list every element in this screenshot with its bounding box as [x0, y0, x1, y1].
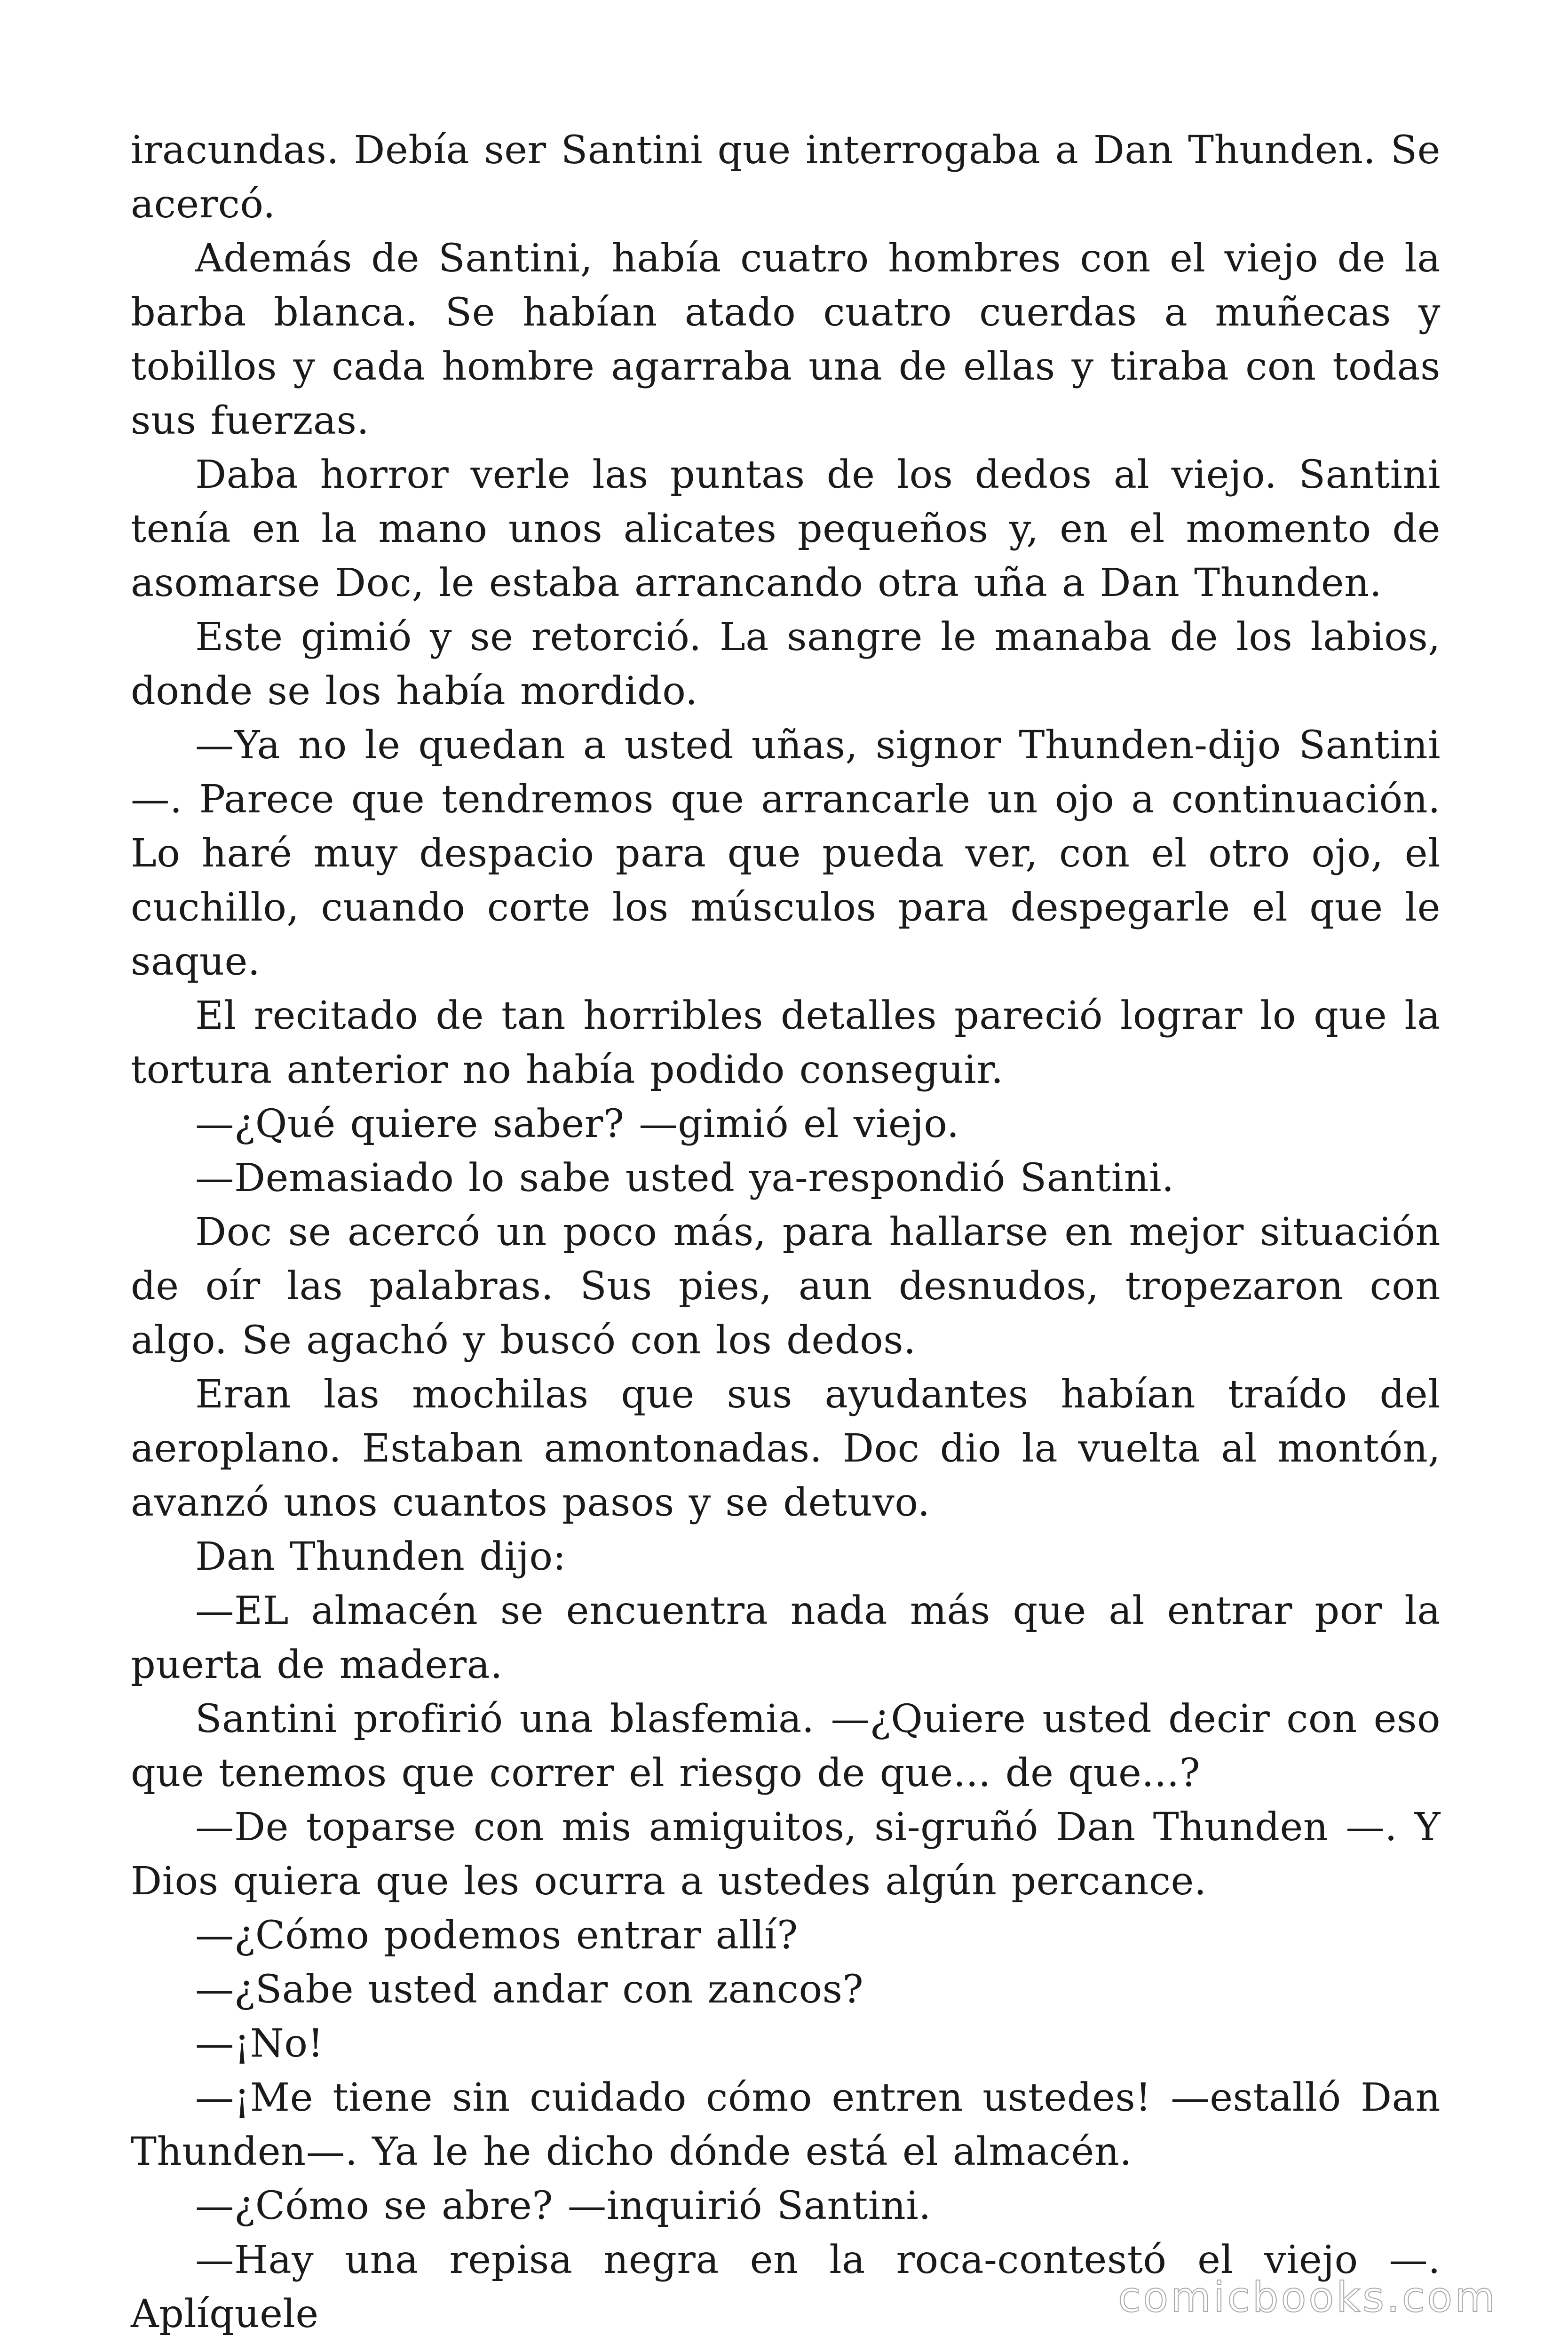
page-text [131, 123, 1441, 2341]
paragraph: —EL almacén se encuentra nada más que al entrar por la puerta de madera. [131, 1588, 1441, 1687]
paragraph: —De toparse con mis amiguitos, si-gruñó Dan Thunden —. Y Dios quiera que les ocurra a ustedes algún percance. [131, 1804, 1441, 1904]
paragraph: —Demasiado lo sabe usted ya-respondió Santini. [195, 1155, 1174, 1200]
paragraph: Además de Santini, había cuatro hombres con el viejo de la barba blanca. Se habían atado cuatro cuerdas a muñecas y tobillos y cada hombre agarraba una de ellas y tiraba con todas sus fuerzas. [131, 236, 1441, 443]
paragraph: —Hay una repisa negra en la roca-contestó el viejo —. Aplíquele [131, 2237, 1441, 2336]
paragraph: —¿Sabe usted andar con zancos? [195, 1967, 864, 2012]
paragraph: —¿Qué quiere saber? —gimió el viejo. [195, 1101, 959, 1146]
paragraph: —¡Me tiene sin cuidado cómo entren ustedes! —estalló Dan Thunden—. Ya le he dicho dónde está el almacén. [131, 2075, 1441, 2174]
paragraph: Santini profirió una blasfemia. —¿Quiere usted decir con eso que tenemos que correr el riesgo de que... de que...? [131, 1696, 1441, 1796]
paragraph: Eran las mochilas que sus ayudantes habían traído del aeroplano. Estaban amontonadas. Doc dio la vuelta al montón, avanzó unos cuantos pasos y se detuvo. [131, 1372, 1441, 1525]
paragraph: —Ya no le quedan a usted uñas, signor Thunden-dijo Santini —. Parece que tendremos que arrancarle un ojo a continuación. Lo haré muy despacio para que pueda ver, con el otro ojo, el cuchillo, cuando corte los músculos para despegarle el que le saque. [131, 723, 1441, 984]
watermark: comicbooks.com [1117, 2273, 1497, 2321]
paragraph: Doc se acercó un poco más, para hallarse en mejor situación de oír las palabras. Sus pies, aun desnudos, tropezaron con algo. Se agachó y buscó con los dedos. [131, 1209, 1441, 1363]
paragraph: —¡No! [195, 2021, 324, 2066]
paragraph: Daba horror verle las puntas de los dedos al viejo. Santini tenía en la mano unos alicates pequeños y, en el momento de asomarse Doc, le estaba arrancando otra uña a Dan Thunden. [131, 452, 1441, 605]
paragraph: —¿Cómo podemos entrar allí? [195, 1913, 798, 1958]
paragraph: Dan Thunden dijo: [195, 1534, 566, 1579]
paragraph: iracundas. Debía ser Santini que interrogaba a Dan Thunden. Se acercó. [131, 127, 1441, 227]
paragraph: Este gimió y se retorció. La sangre le manaba de los labios, donde se los había mordido. [131, 614, 1441, 714]
paragraph: El recitado de tan horribles detalles pareció lograr lo que la tortura anterior no había podido conseguir. [131, 993, 1441, 1092]
paragraph: —¿Cómo se abre? —inquirió Santini. [195, 2183, 931, 2228]
